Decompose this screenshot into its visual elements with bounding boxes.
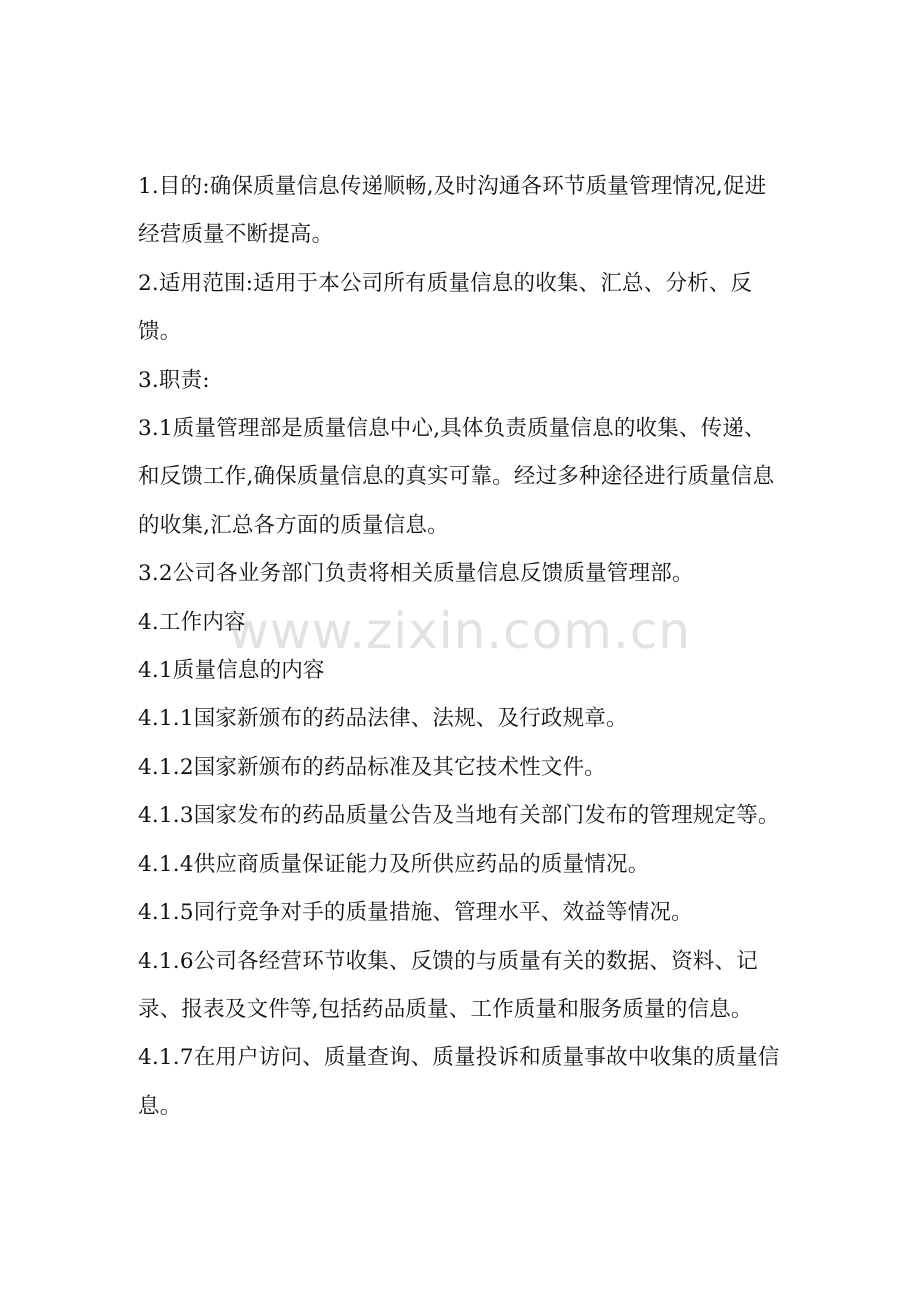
paragraph-work-content-heading: 4.工作内容 xyxy=(138,609,246,635)
watermark: www.zixin.com.cn xyxy=(228,602,692,660)
paragraph-quality-info-content-heading: 4.1质量信息的内容 xyxy=(138,658,325,684)
paragraph-responsibility-3-1: 3.1质量管理部是质量信息中心,具体负责质量信息的收集、传递、和反馈工作,确保质量信息的真实可靠。经过多种途径进行质量信息的收集,汇总各方面的质量信息。 xyxy=(138,416,775,538)
paragraph-item-4-1-4: 4.1.4供应商质量保证能力及所供应药品的质量情况。 xyxy=(138,851,650,877)
paragraph-scope: 2.适用范围:适用于本公司所有质量信息的收集、汇总、分析、反馈。 xyxy=(138,270,753,345)
paragraph-item-4-1-5: 4.1.5同行竞争对手的质量措施、管理水平、效益等情况。 xyxy=(138,900,693,926)
paragraph-item-4-1-6: 4.1.6公司各经营环节收集、反馈的与质量有关的数据、资料、记录、报表及文件等,包括药品质量、工作质量和服务质量的信息。 xyxy=(138,948,758,1022)
paragraph-responsibilities-heading: 3.职责: xyxy=(138,367,210,393)
paragraph-purpose: 1.目的:确保质量信息传递顺畅,及时沟通各环节质量管理情况,促进经营质量不断提高。 xyxy=(138,174,767,248)
paragraph-item-4-1-3: 4.1.3国家发布的药品质量公告及当地有关部门发布的管理规定等。 xyxy=(138,803,780,829)
paragraph-item-4-1-1: 4.1.1国家新颁布的药品法律、法规、及行政规章。 xyxy=(138,706,628,732)
document-body xyxy=(138,163,784,1131)
paragraph-responsibility-3-2: 3.2公司各业务部门负责将相关质量信息反馈质量管理部。 xyxy=(138,561,694,587)
paragraph-item-4-1-7: 4.1.7在用户访问、质量查询、质量投诉和质量事故中收集的质量信息。 xyxy=(138,1045,780,1119)
paragraph-item-4-1-2: 4.1.2国家新颁布的药品标准及其它技术性文件。 xyxy=(138,754,607,780)
